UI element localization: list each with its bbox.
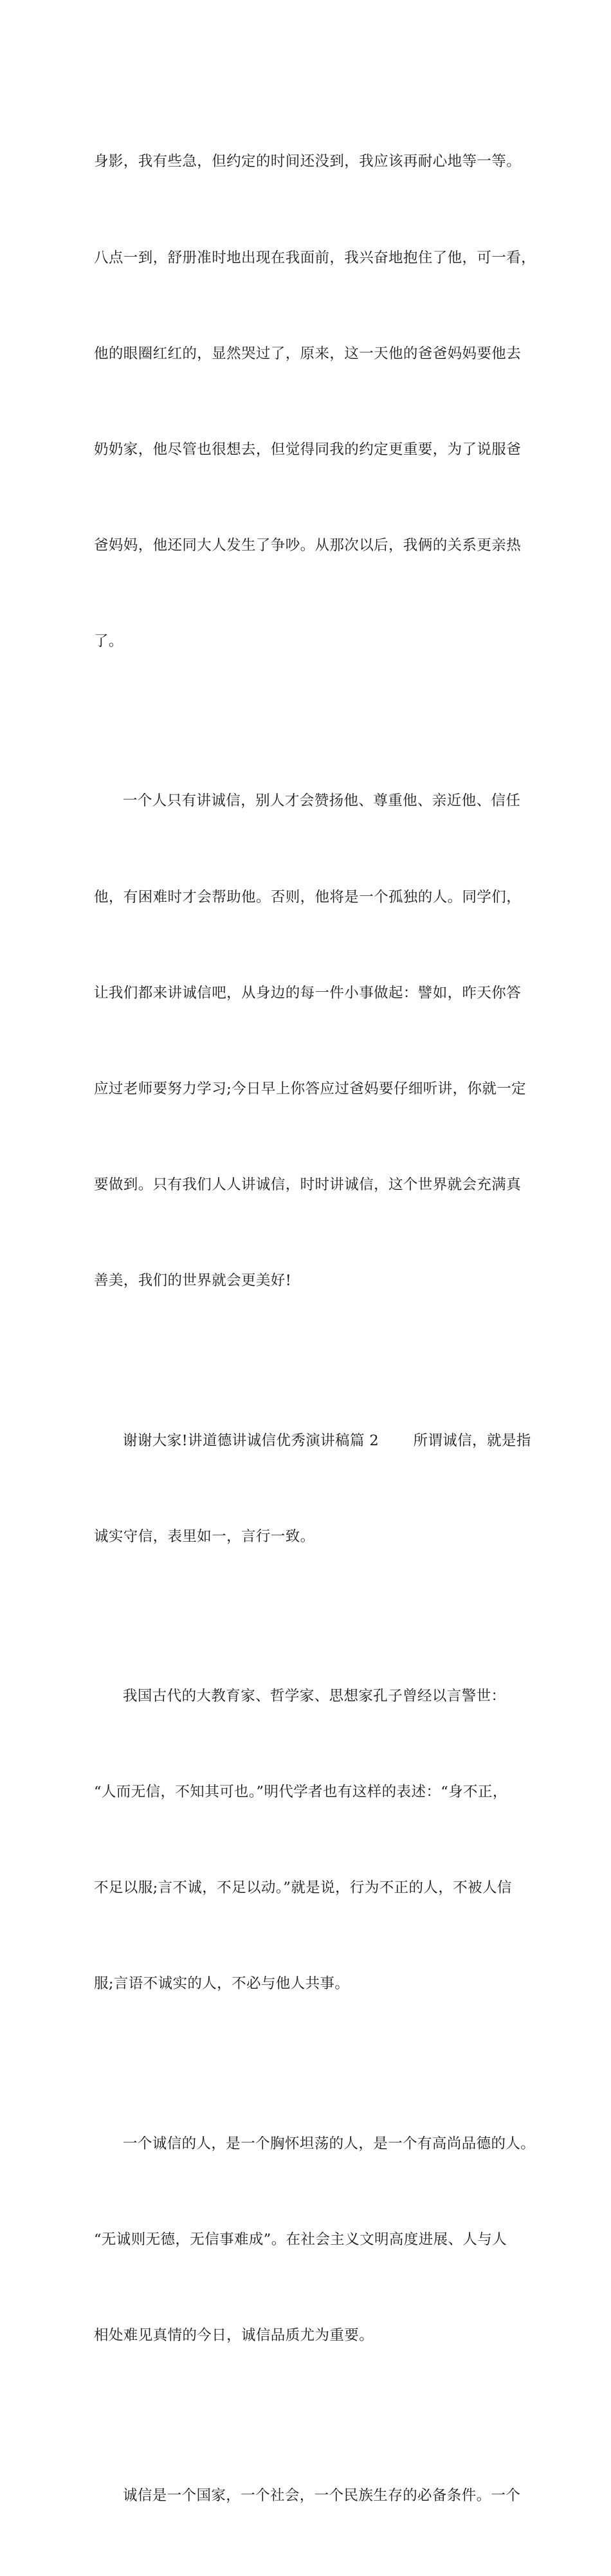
text-line: 诚信是一个国家，一个社会，一个民族生存的必备条件。一个 <box>123 2487 521 2504</box>
text-line: 奶奶家，他尽管也很想去，但觉得同我的约定更重要，为了说服爸 <box>94 441 522 458</box>
text-line: “无诚则无德，无信事难成”。在社会主义文明高度进展、人与人 <box>94 2231 507 2249</box>
text-line: 爸妈妈，他还同大人发生了争吵。从那次以后，我俩的关系更亲热 <box>94 536 522 554</box>
text-line: 他的眼圈红红的，显然哭过了，原来，这一天他的爸爸妈妈要他去 <box>94 345 522 362</box>
text-line: 八点一到，舒册准时地出现在我面前，我兴奋地抱住了他，可一看， <box>94 249 536 266</box>
text-line: 应过老师要努力学习;今日早上你答应过爸妈要仔细听讲，你就一定 <box>94 1080 527 1097</box>
text-line: 一个诚信的人，是一个胸怀坦荡的人，是一个有高尚品德的人。 <box>123 2135 536 2152</box>
text-line: 服;言语不诚实的人，不必与他人共事。 <box>94 1975 350 1993</box>
text-line: 让我们都来讲诚信吧，从身边的每一件小事做起：譬如，昨天你答 <box>94 984 522 1001</box>
text-line: 他，有困难时才会帮助他。否则，他将是一个孤独的人。同学们， <box>94 888 522 906</box>
text-line: 要做到。只有我们人人讲诚信，时时讲诚信，这个世界就会充满真 <box>94 1176 522 1193</box>
text-line: 身影，我有些急，但约定的时间还没到，我应该再耐心地等一等。 <box>94 153 522 170</box>
text-line: 了。 <box>94 632 123 650</box>
paragraph-6 <box>94 2416 538 2576</box>
paragraph-5 <box>94 2065 538 2416</box>
text-line: 我国古代的大教育家、哲学家、思想家孔子曾经以言警世： <box>123 1688 506 1705</box>
text-line: “人而无信，不知其可也。”明代学者也有这样的表述：“身不正， <box>94 1784 507 1801</box>
paragraph-2 <box>94 722 538 1361</box>
text-line: 谢谢大家!讲道德讲诚信优秀演讲稿篇 2 所谓诚信，就是指 <box>123 1432 531 1449</box>
text-line: 善美，我们的世界就会更美好! <box>94 1272 292 1290</box>
paragraph-4 <box>94 1617 538 2065</box>
text-line: 诚实守信，表里如一，言行一致。 <box>94 1528 315 1545</box>
text-line: 一个人只有讲诚信，别人才会赞扬他、尊重他、亲近他、信任 <box>123 792 521 810</box>
text-line: 不足以服;言不诚，不足以动。”就是说，行为不正的人，不被人信 <box>94 1879 512 1897</box>
paragraph-1 <box>94 82 538 722</box>
paragraph-3 <box>94 1361 538 1617</box>
document-body <box>94 82 538 2576</box>
text-line: 相处难见真情的今日，诚信品质尤为重要。 <box>94 2327 374 2344</box>
